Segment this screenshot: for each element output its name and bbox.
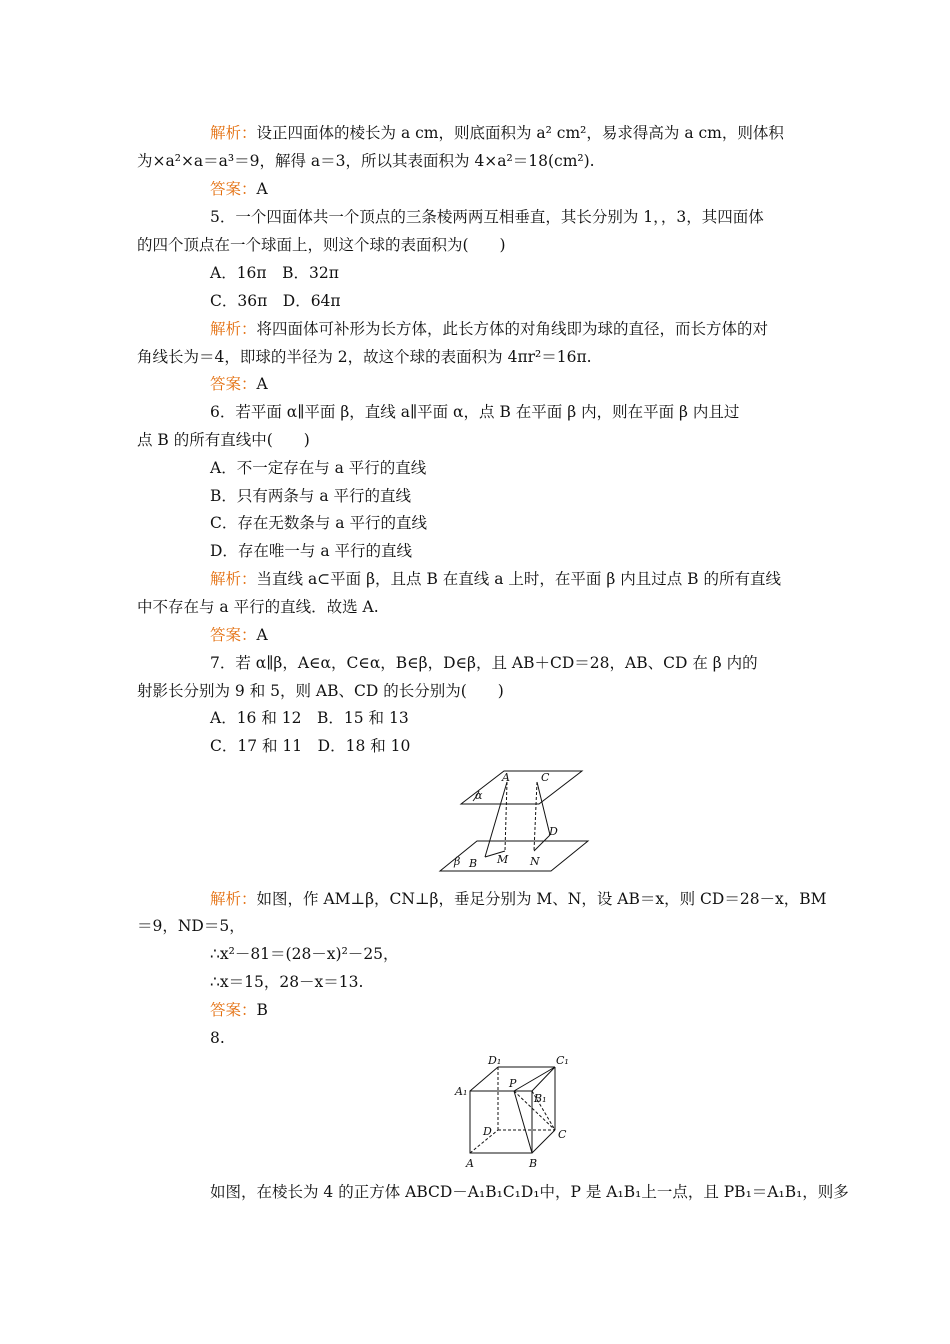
text-line: ＝9，ND＝5， xyxy=(137,917,245,935)
label: 解析： xyxy=(210,570,257,588)
text-line: ∴x＝15，28－x＝13. xyxy=(210,973,364,991)
text-line: 为×a²×a＝a³＝9，解得 a＝3，所以其表面积为 4×a²＝18(cm²). xyxy=(137,152,595,170)
text-line: 解析：当直线 a⊂平面 β，且点 B 在直线 a 上时，在平面 β 内且过点 B 的所有直线 xyxy=(210,570,781,588)
fig1-label: N xyxy=(530,855,540,868)
option-line: A．不一定存在与 a 平行的直线 xyxy=(210,459,427,477)
option-line: D．存在唯一与 a 平行的直线 xyxy=(210,542,413,560)
fig2-label: B xyxy=(529,1157,538,1170)
answer-line: 答案：B xyxy=(210,1001,268,1019)
text-line: 如图，在棱长为 4 的正方体 ABCD－A₁B₁C₁D₁中，P 是 A₁B₁上一点，且 PB₁＝A₁B₁，则多 xyxy=(210,1183,849,1201)
plane-beta xyxy=(440,841,588,871)
fig2-label: A xyxy=(466,1157,474,1170)
fig1-label: M xyxy=(497,853,509,866)
option-line: C．17 和 11 D．18 和 10 xyxy=(210,737,411,755)
text-line: 解析：如图，作 AM⊥β，CN⊥β，垂足分别为 M、N，设 AB＝x，则 CD＝28－x，BM xyxy=(210,890,827,908)
fig1-label: A xyxy=(502,771,510,784)
fig1-label: B xyxy=(469,857,478,870)
answer-line: 答案：A xyxy=(210,180,268,198)
text-line: 角线长为＝4，即球的半径为 2，故这个球的表面积为 4πr²＝16π. xyxy=(137,348,592,366)
fig2-label: A₁ xyxy=(455,1085,468,1098)
option-line: A．16 和 12 B．15 和 13 xyxy=(210,709,409,727)
text-line: 射影长分别为 9 和 5，则 AB、CD 的长分别为( ) xyxy=(137,682,504,700)
fig1-label: α xyxy=(475,789,483,802)
cube-figure xyxy=(452,1052,577,1174)
option-line: B．只有两条与 a 平行的直线 xyxy=(210,487,411,505)
parallel-planes-figure xyxy=(437,765,593,875)
answer-line: 答案：A xyxy=(210,375,268,393)
fig1-label: D xyxy=(549,825,558,838)
text-line: 解析：将四面体可补形为长方体，此长方体的对角线即为球的直径，而长方体的对 xyxy=(210,320,769,338)
label: 解析： xyxy=(210,124,257,142)
fig2-label: P xyxy=(509,1077,517,1090)
label: 答案： xyxy=(210,1001,257,1019)
text-line: 的四个顶点在一个球面上，则这个球的表面积为( ) xyxy=(137,236,506,254)
option-line: C．存在无数条与 a 平行的直线 xyxy=(210,514,427,532)
fig1-label: C xyxy=(541,771,550,784)
option-line: C．36π D．64π xyxy=(210,292,341,310)
fig2-label: D xyxy=(483,1125,492,1138)
text-line: 解析：设正四面体的棱长为 a cm，则底面积为 a² cm²，易求得高为 a cm，则体积 xyxy=(210,124,784,142)
label: 解析： xyxy=(210,320,257,338)
text-line: 点 B 的所有直线中( ) xyxy=(137,431,310,449)
text-line: ∴x²－81＝(28－x)²－25， xyxy=(210,945,399,963)
label: 答案： xyxy=(210,626,257,644)
fig2-label: B₁ xyxy=(534,1092,547,1105)
fig2-label: C₁ xyxy=(556,1054,569,1067)
answer-line: 答案：A xyxy=(210,626,268,644)
label: 答案： xyxy=(210,180,257,198)
label: 答案： xyxy=(210,375,257,393)
fig2-label: D₁ xyxy=(488,1054,502,1067)
question-line: 5．一个四面体共一个顶点的三条棱两两互相垂直，其长分别为 1，，3，其四面体 xyxy=(210,208,764,226)
text-line: 中不存在与 a 平行的直线．故选 A. xyxy=(137,598,379,616)
question-line: 8. xyxy=(210,1029,225,1047)
fig2-label: C xyxy=(558,1128,567,1141)
fig1-label: β xyxy=(454,855,461,868)
question-line: 6．若平面 α∥平面 β，直线 a∥平面 α，点 B 在平面 β 内，则在平面 β 内且过 xyxy=(210,403,740,421)
label: 解析： xyxy=(210,890,257,908)
option-line: A．16π B．32π xyxy=(210,264,339,282)
question-line: 7．若 α∥β，A∈α，C∈α，B∈β，D∈β，且 AB＋CD＝28，AB、CD 在 β 内的 xyxy=(210,654,758,672)
